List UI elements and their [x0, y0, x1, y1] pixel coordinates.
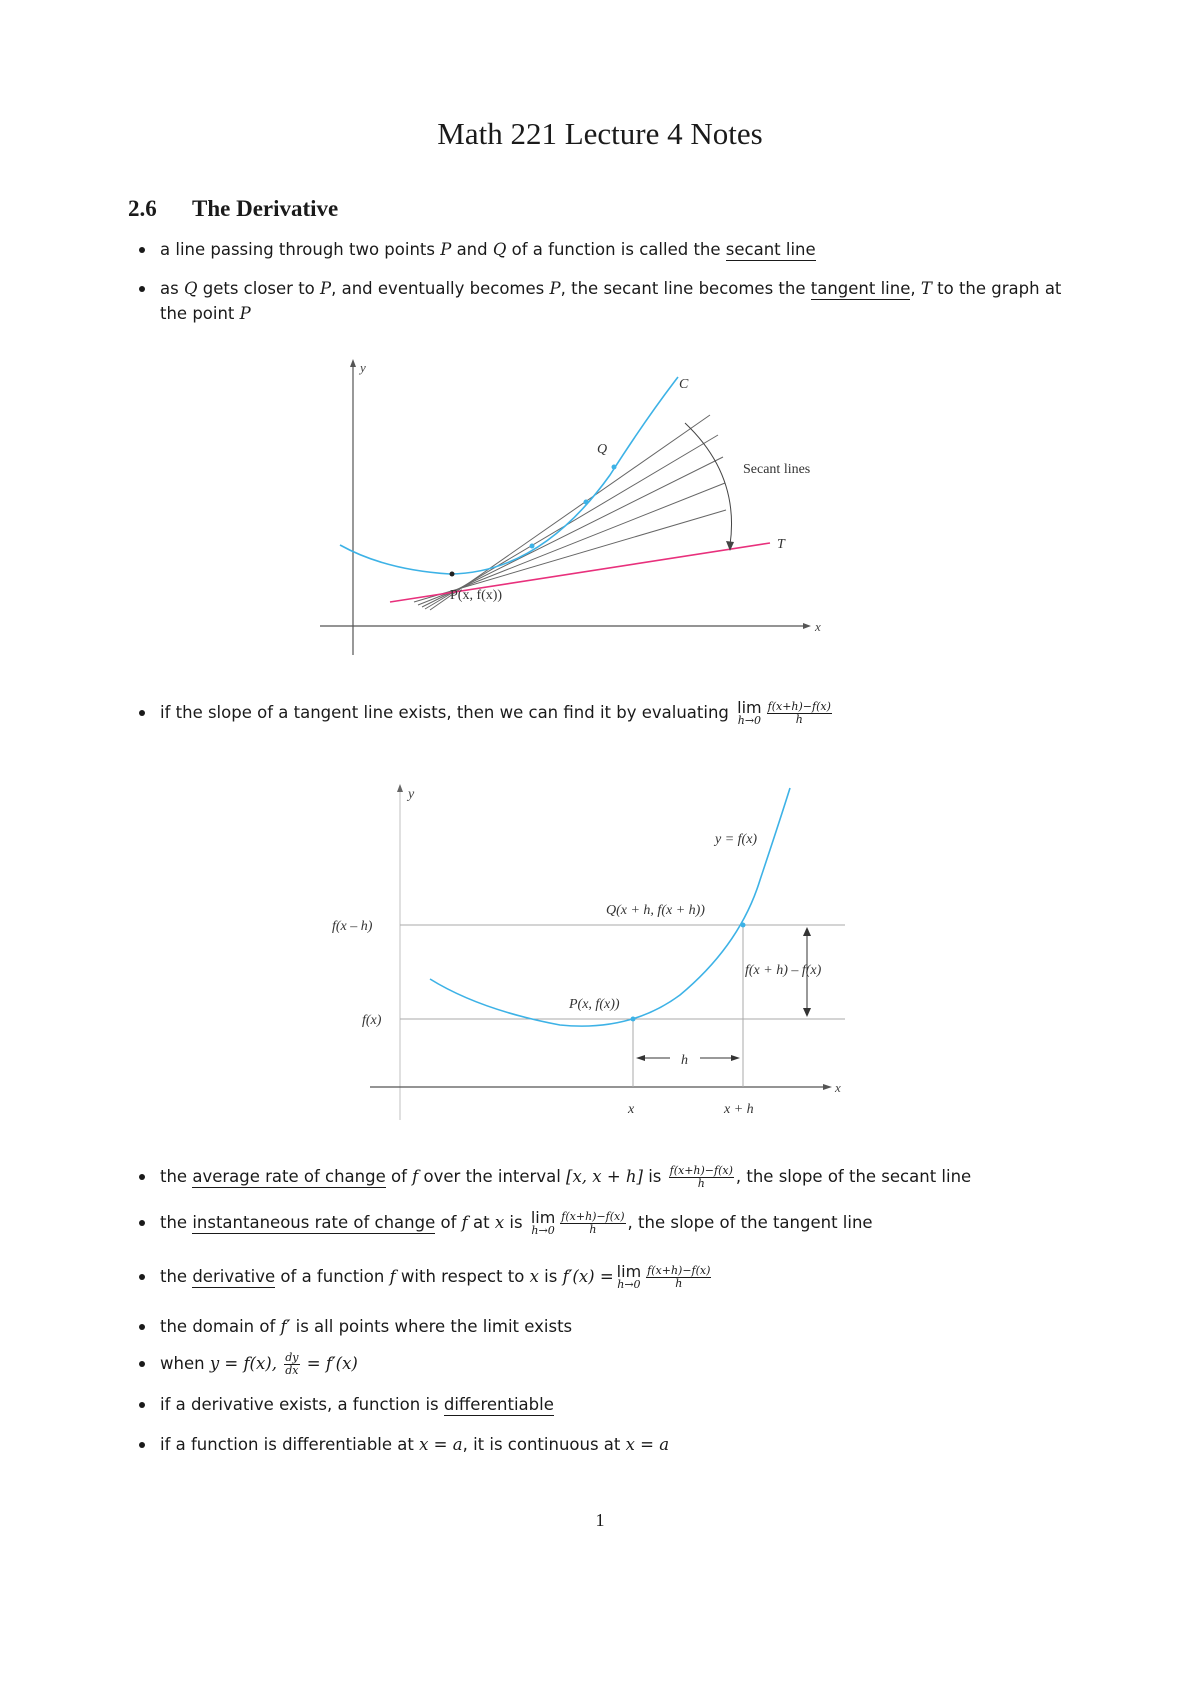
- bullet-dot: [139, 1220, 145, 1226]
- secant-line-2: [425, 435, 718, 609]
- text: , the slope of the secant line: [735, 1167, 972, 1186]
- math-f-prime: f′: [280, 1317, 291, 1336]
- page-number: 1: [595, 1510, 605, 1530]
- diff-arrow-top: [803, 927, 811, 936]
- math-t: T: [920, 279, 932, 298]
- lim-sub: h→0: [531, 1223, 555, 1237]
- text: when: [160, 1354, 210, 1373]
- curve-c: [340, 377, 678, 574]
- math-x-equals-a: x = a: [419, 1435, 463, 1454]
- denominator: h: [675, 1277, 683, 1290]
- math-p: P: [239, 304, 251, 323]
- math-x: x: [529, 1267, 539, 1286]
- figure-difference-quotient: [320, 770, 880, 1130]
- bullet-dot: [139, 286, 145, 292]
- math-f-prime: f′(x) =: [562, 1267, 614, 1286]
- bullet-slope-limit: [160, 697, 1090, 727]
- fx-label: f(x): [362, 1013, 382, 1028]
- bullet-dot: [139, 1361, 145, 1367]
- text: as: [160, 279, 184, 298]
- bullet-average-rate: [160, 1164, 1090, 1190]
- bullet-secant-definition: [160, 237, 1090, 262]
- y-axis-arrow: [397, 784, 403, 792]
- text: if the slope of a tangent line exists, then we can find it by evaluating: [160, 703, 735, 722]
- xh-tick-label: x + h: [724, 1102, 754, 1117]
- term-instantaneous-rate-of-change: instantaneous rate of change: [192, 1213, 436, 1232]
- difference-quotient: [560, 1211, 625, 1236]
- math-f-prime-x: = f′(x): [306, 1354, 358, 1373]
- point-mid: [584, 500, 589, 505]
- text: the: [160, 1267, 193, 1286]
- curve-label: C: [679, 377, 689, 392]
- text: at: [467, 1213, 495, 1232]
- lim-sub: h→0: [737, 713, 762, 727]
- math-q: Q: [492, 240, 507, 259]
- text: the domain of: [160, 1317, 281, 1336]
- bullet-derivative-definition: [160, 1261, 1090, 1291]
- y-axis-label: y: [408, 787, 415, 802]
- math-interval: [x, x + h]: [566, 1167, 643, 1186]
- numerator: dy: [285, 1351, 299, 1364]
- bullet-tangent-definition: [160, 276, 1090, 326]
- text: , the secant line becomes the: [560, 279, 811, 298]
- text: gets closer to: [197, 279, 321, 298]
- point-p: [631, 1017, 636, 1022]
- text: of: [435, 1213, 462, 1232]
- denominator: dx: [285, 1364, 299, 1377]
- lim: lim: [616, 1261, 642, 1281]
- limit-expression: [530, 1207, 556, 1237]
- bullet-leibniz-notation: [160, 1351, 1090, 1377]
- numerator: f(x+h)−f(x): [767, 700, 831, 713]
- text: and: [451, 240, 493, 259]
- secant-lines-label: Secant lines: [743, 462, 811, 477]
- text: is all points where the limit exists: [290, 1317, 573, 1336]
- text: to the graph at the point: [160, 279, 1062, 323]
- numerator: f(x+h)−f(x): [647, 1264, 711, 1277]
- bullet-dot: [139, 1442, 145, 1448]
- figure-secant-lines: [290, 355, 850, 655]
- math-p: P: [440, 240, 452, 259]
- difference-quotient: [767, 701, 832, 726]
- x-axis-label: x: [815, 619, 821, 634]
- x-axis-label: x: [835, 1080, 841, 1095]
- lim-sub: h→0: [617, 1277, 641, 1291]
- section-title: The Derivative: [192, 196, 339, 221]
- denominator: h: [795, 713, 803, 726]
- math-p: P: [320, 279, 332, 298]
- numerator: f(x+h)−f(x): [669, 1164, 733, 1177]
- page-title: Math 221 Lecture 4 Notes: [437, 116, 763, 151]
- text: of a function: [275, 1267, 390, 1286]
- term-average-rate-of-change: average rate of change: [192, 1167, 386, 1186]
- bullet-dot: [139, 1402, 145, 1408]
- term-derivative: derivative: [192, 1267, 276, 1286]
- text: the: [160, 1167, 193, 1186]
- math-p: P: [549, 279, 561, 298]
- x-tick-label: x: [628, 1102, 635, 1117]
- section-number: 2.6: [128, 196, 157, 221]
- bullet-domain: [160, 1314, 1090, 1339]
- point-q: [741, 923, 746, 928]
- h-arrowhead-left: [636, 1055, 645, 1061]
- secant-line-4: [418, 483, 725, 605]
- bullet-dot: [139, 1274, 145, 1280]
- math-f: f: [461, 1213, 468, 1232]
- text: , it is continuous at: [462, 1435, 626, 1454]
- point-low: [530, 544, 535, 549]
- bullet-continuity: [160, 1432, 1090, 1457]
- math-x: x: [494, 1213, 505, 1232]
- limit-expression: [737, 697, 762, 727]
- lim: lim: [530, 1207, 556, 1227]
- math-q: Q: [183, 279, 198, 298]
- term-tangent-line: tangent line: [810, 279, 911, 298]
- diff-label: f(x + h) – f(x): [745, 963, 822, 978]
- bullet-dot: [139, 247, 145, 253]
- text: of a function is called the: [506, 240, 726, 259]
- bullet-differentiable: [160, 1392, 1090, 1417]
- y-axis-label: y: [360, 360, 366, 375]
- math-y-equals-fx: y = f(x),: [209, 1354, 277, 1373]
- text: if a function is differentiable at: [160, 1435, 420, 1454]
- fxh-label: f(x – h): [332, 919, 373, 934]
- tangent-line: [390, 543, 770, 602]
- secant-line-3: [422, 457, 723, 607]
- x-axis-arrow: [803, 623, 811, 629]
- dy-dx: [284, 1352, 299, 1377]
- term-secant-line: secant line: [725, 240, 816, 259]
- x-axis-arrow: [823, 1084, 832, 1090]
- curve-label: y = f(x): [715, 832, 758, 847]
- bullet-dot: [139, 1174, 145, 1180]
- numerator: f(x+h)−f(x): [561, 1210, 625, 1223]
- h-label: h: [681, 1053, 688, 1068]
- lim: lim: [737, 697, 762, 717]
- h-arrowhead-right: [731, 1055, 740, 1061]
- math-f: f: [412, 1167, 419, 1186]
- text: with respect to: [395, 1267, 530, 1286]
- q-label: Q(x + h, f(x + h)): [606, 903, 705, 918]
- difference-quotient: [669, 1165, 734, 1190]
- p-label: P(x, f(x)): [569, 997, 620, 1012]
- point-p: [450, 572, 455, 577]
- text: is: [504, 1213, 528, 1232]
- section-heading: [128, 196, 338, 222]
- denominator: h: [589, 1223, 597, 1236]
- bullet-instantaneous-rate: [160, 1207, 1090, 1237]
- tangent-label: T: [777, 537, 785, 552]
- term-differentiable: differentiable: [443, 1395, 554, 1414]
- point-p-label: P(x, f(x)): [450, 588, 503, 603]
- text: a line passing through two points: [160, 240, 441, 259]
- text: is: [538, 1267, 563, 1286]
- math-x-equals-a: x = a: [625, 1435, 670, 1454]
- text: , and eventually becomes: [331, 279, 550, 298]
- text: is: [642, 1167, 667, 1186]
- bullet-dot: [139, 710, 145, 716]
- text: the: [160, 1213, 193, 1232]
- difference-quotient: [646, 1265, 711, 1290]
- secant-lines: [414, 415, 726, 610]
- q-label: Q: [597, 442, 608, 457]
- text: over the interval: [418, 1167, 567, 1186]
- bullet-dot: [139, 1324, 145, 1330]
- limit-expression: [616, 1261, 642, 1291]
- text: of: [385, 1167, 413, 1186]
- point-q: [612, 465, 617, 470]
- denominator: h: [697, 1177, 705, 1190]
- y-axis-arrow: [350, 359, 356, 367]
- text: ,: [910, 279, 921, 298]
- text: if a derivative exists, a function is: [160, 1395, 444, 1414]
- text: , the slope of the tangent line: [627, 1213, 873, 1232]
- math-f: f: [389, 1267, 396, 1286]
- diff-arrow-bottom: [803, 1008, 811, 1017]
